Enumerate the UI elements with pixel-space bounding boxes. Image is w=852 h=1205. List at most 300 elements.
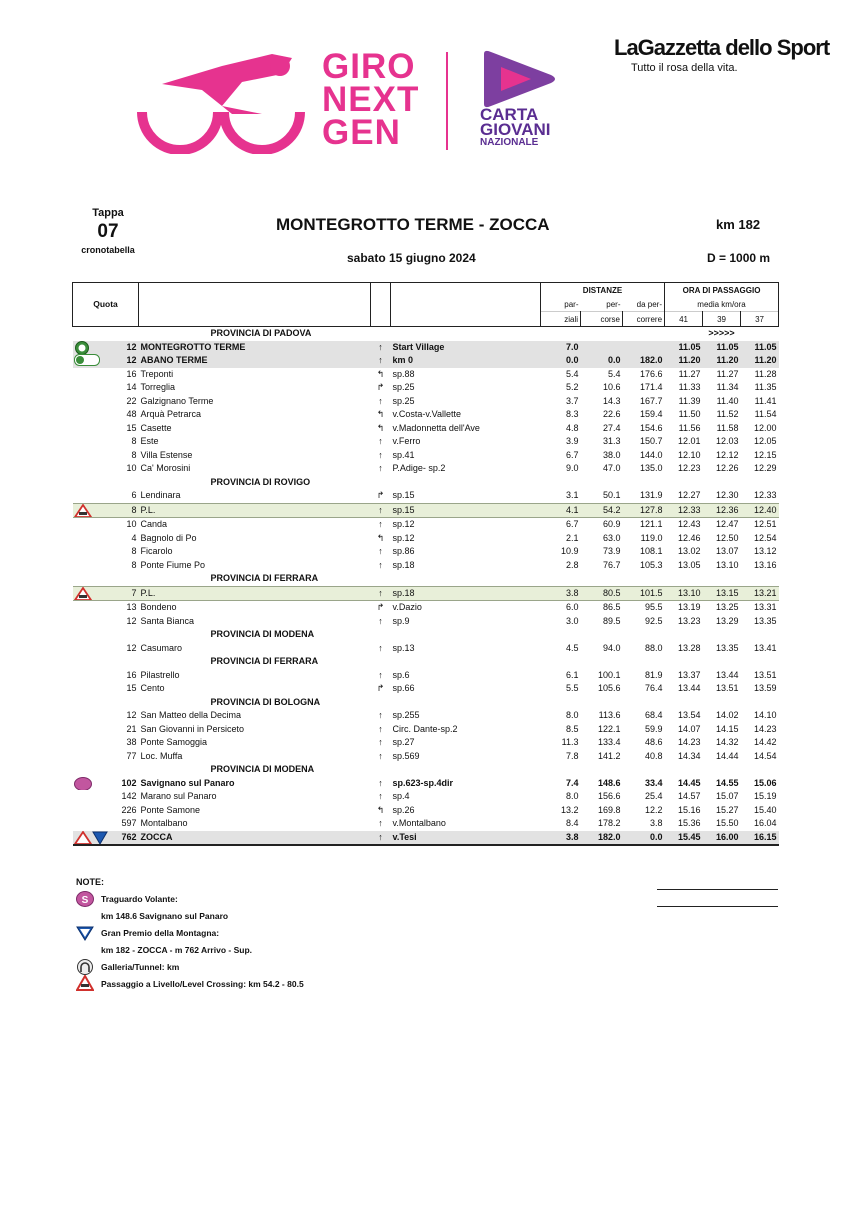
time-37-cell: 11.54 (754, 409, 777, 420)
road-cell: P.Adige- sp.2 (392, 463, 446, 474)
time-39-cell: 13.29 (715, 615, 739, 626)
time-arrow-marker (665, 572, 779, 586)
time-39-cell: 13.07 (715, 546, 739, 557)
quota-cell: 15 (126, 422, 137, 433)
remaining-distance-cell: 88.0 (644, 642, 663, 653)
start-icon (74, 341, 90, 355)
location-cell: Bagnolo di Po (140, 532, 197, 543)
time-arrow-marker (665, 696, 779, 710)
header-per-2: corse (581, 312, 623, 327)
table-row (73, 642, 779, 656)
remaining-distance-cell: 59.9 (644, 723, 663, 734)
sprint-icon (76, 891, 94, 907)
time-41-cell: 13.05 (677, 559, 701, 570)
partial-distance-cell: 3.9 (565, 436, 579, 447)
location-cell: San Matteo della Decima (140, 710, 242, 721)
province-name: PROVINCIA DI FERRARA (210, 656, 319, 667)
partial-distance-cell: 2.1 (565, 532, 579, 543)
covered-distance-cell: 10.6 (602, 382, 621, 393)
covered-distance-cell: 50.1 (602, 490, 621, 501)
time-37-cell: 14.10 (754, 710, 777, 721)
direction-cell: ↱ (376, 683, 385, 694)
level-crossing-icon (74, 587, 92, 601)
time-39-cell: 12.03 (715, 436, 739, 447)
road-cell: v.Montalbano (392, 818, 446, 829)
time-41-cell: 12.46 (677, 532, 701, 543)
direction-cell: ↑ (371, 341, 391, 355)
covered-distance-cell: 73.9 (602, 546, 621, 557)
remaining-distance-cell: 76.4 (644, 683, 663, 694)
partial-distance-cell: 6.7 (565, 519, 579, 530)
time-41-cell: 14.45 (677, 777, 701, 788)
table-row (73, 518, 779, 532)
quota-cell: 102 (73, 777, 139, 791)
table-row (73, 709, 779, 723)
time-37-cell: 11.20 (741, 354, 779, 368)
covered-distance-cell: 86.5 (602, 602, 621, 613)
time-37-cell: 11.28 (754, 368, 777, 379)
table-row (73, 435, 779, 449)
time-41-cell: 12.27 (677, 490, 701, 501)
time-41-cell: 12.33 (665, 503, 703, 518)
quota-cell: 8 (131, 449, 137, 460)
quota-cell: 16 (126, 669, 137, 680)
time-39-cell: 13.15 (703, 586, 741, 601)
time-41-cell: 15.36 (677, 818, 701, 829)
quota-cell: 15 (126, 683, 137, 694)
quota-cell: 8 (131, 546, 137, 557)
time-41-cell: 11.27 (678, 368, 701, 379)
quota-cell: 48 (126, 409, 137, 420)
partial-distance-cell: 5.5 (565, 683, 579, 694)
remaining-distance-cell: 108.1 (639, 546, 663, 557)
partial-distance-cell: 8.0 (565, 710, 579, 721)
quota-cell: 597 (121, 818, 137, 829)
covered-distance-cell: 100.1 (597, 669, 621, 680)
giro-line-3: GEN (322, 113, 401, 152)
time-41-cell: 13.44 (677, 683, 701, 694)
direction-cell: ↑ (378, 395, 383, 406)
time-39-cell: 14.55 (715, 777, 739, 788)
table-row (73, 601, 779, 615)
partial-distance-cell: 2.8 (565, 559, 579, 570)
giro-bike-logo-icon (122, 44, 322, 154)
quota-cell: 12 (126, 642, 137, 653)
header-da-2: correre (623, 312, 665, 327)
remaining-distance-cell (623, 341, 665, 355)
quota-cell: 8 (73, 503, 139, 518)
note-tv-label: Traguardo Volante: (101, 894, 178, 904)
time-41-cell: 13.10 (665, 586, 703, 601)
time-39-cell: 11.34 (716, 382, 739, 393)
covered-distance-cell: 156.6 (597, 791, 621, 802)
covered-distance-cell: 178.2 (597, 818, 621, 829)
direction-cell: ↑ (378, 546, 383, 557)
covered-distance-cell: 105.6 (597, 683, 621, 694)
partial-distance-cell: 8.5 (565, 723, 579, 734)
time-41-cell: 14.07 (677, 723, 701, 734)
table-row (73, 559, 779, 573)
table-row (73, 831, 779, 846)
time-37-cell: 13.59 (754, 683, 777, 694)
direction-cell: ↑ (371, 354, 391, 368)
stage-date: sabato 15 giugno 2024 (347, 251, 476, 265)
time-39-cell: 12.50 (715, 532, 739, 543)
time-41-cell: 11.05 (665, 341, 703, 355)
table-row (73, 723, 779, 737)
time-41-cell: 11.56 (678, 422, 701, 433)
location-cell: Canda (140, 519, 168, 530)
covered-distance-cell: 5.4 (607, 368, 621, 379)
stage-label: Tappa (92, 207, 124, 219)
road-cell: sp.12 (392, 519, 415, 530)
location-cell: Ficarolo (140, 546, 173, 557)
time-39-cell: 13.10 (715, 559, 739, 570)
direction-cell: ↑ (378, 463, 383, 474)
location-cell: Cento (140, 683, 165, 694)
time-39-cell: 11.52 (716, 409, 739, 420)
location-cell: San Giovanni in Persiceto (140, 723, 245, 734)
time-37-cell: 11.41 (754, 395, 777, 406)
remaining-distance-cell: 131.9 (639, 490, 663, 501)
time-41-cell: 12.10 (677, 449, 701, 460)
direction-cell: ↑ (371, 503, 391, 518)
time-37-cell: 13.21 (741, 586, 779, 601)
covered-distance-cell: 80.5 (581, 586, 623, 601)
partial-distance-cell: 3.8 (541, 586, 581, 601)
time-41-cell: 13.37 (677, 669, 701, 680)
time-39-cell: 12.47 (715, 519, 739, 530)
location-cell: Galzignano Terme (140, 395, 214, 406)
partial-distance-cell: 4.5 (565, 642, 579, 653)
table-row (73, 408, 779, 422)
covered-distance-cell: 182.0 (581, 831, 623, 846)
direction-cell: ↱ (376, 382, 385, 393)
time-41-cell: 14.34 (677, 750, 701, 761)
table-row (73, 422, 779, 436)
time-37-cell: 12.51 (754, 519, 777, 530)
remaining-distance-cell: 95.5 (644, 602, 663, 613)
table-row (73, 817, 779, 831)
province-row (73, 696, 779, 710)
road-cell: v.Dazio (392, 602, 422, 613)
note-tunnel: Galleria/Tunnel: km (101, 962, 180, 972)
partial-distance-cell: 10.9 (560, 546, 579, 557)
location-cell: Ponte Samoggia (140, 737, 208, 748)
table-row (73, 586, 779, 601)
stage-km: km 182 (716, 217, 761, 232)
level-crossing-icon (74, 504, 92, 518)
road-cell: Circ. Dante-sp.2 (392, 723, 458, 734)
carta-line-3: NAZIONALE (480, 137, 539, 148)
header-media: media km/ora (665, 297, 779, 312)
time-arrow-marker (665, 628, 779, 642)
svg-text:S: S (81, 895, 89, 906)
covered-distance-cell: 148.6 (597, 777, 621, 788)
time-39-cell: 15.07 (715, 791, 739, 802)
timetable-body (73, 327, 779, 846)
level-crossing-icon (76, 975, 94, 991)
km0-icon (74, 354, 100, 366)
covered-distance-cell: 141.2 (597, 750, 621, 761)
partial-distance-cell: 9.0 (565, 463, 579, 474)
remaining-distance-cell: 101.5 (623, 586, 665, 601)
location-cell: Casumaro (140, 642, 183, 653)
stage-distance: D = 1000 m (707, 251, 771, 265)
time-41-cell: 12.23 (677, 463, 701, 474)
table-row (73, 449, 779, 463)
road-cell: sp.18 (391, 586, 541, 601)
location-cell: Este (140, 436, 159, 447)
tunnel-icon (77, 959, 93, 975)
remaining-distance-cell: 159.4 (639, 409, 663, 420)
road-cell: v.Tesi (391, 831, 541, 846)
direction-cell: ↰ (376, 804, 385, 815)
time-39-cell: 11.05 (703, 341, 741, 355)
time-39-cell: 11.40 (716, 395, 739, 406)
table-row (73, 462, 779, 476)
road-cell: sp.66 (392, 683, 415, 694)
time-41-cell: 13.19 (677, 602, 701, 613)
carta-giovani-play-icon (479, 49, 559, 109)
quota-cell: 12 (73, 354, 139, 368)
road-cell: sp.41 (392, 449, 415, 460)
covered-distance-cell: 122.1 (597, 723, 621, 734)
carta-line-2: GIOVANI (480, 120, 551, 139)
remaining-distance-cell: 154.6 (639, 422, 663, 433)
remaining-distance-cell: 150.7 (639, 436, 663, 447)
stage-number: 07 (97, 221, 119, 242)
remaining-distance-cell: 135.0 (639, 463, 663, 474)
remaining-distance-cell: 3.8 (650, 818, 663, 829)
partial-distance-cell: 7.0 (541, 341, 581, 355)
partial-distance-cell: 3.0 (565, 615, 579, 626)
partial-distance-cell: 13.2 (560, 804, 579, 815)
remaining-distance-cell: 81.9 (644, 669, 663, 680)
direction-cell: ↰ (376, 368, 385, 379)
location-cell: ZOCCA (139, 831, 371, 846)
covered-distance-cell: 0.0 (581, 354, 623, 368)
mountain-icon (76, 925, 94, 941)
time-39-cell: 15.50 (715, 818, 739, 829)
location-cell: Bondeno (140, 602, 177, 613)
table-row (73, 368, 779, 382)
time-37-cell: 14.54 (754, 750, 777, 761)
giro-line-2: NEXT (322, 80, 420, 119)
quota-cell: 8 (131, 559, 137, 570)
location-cell: Pilastrello (140, 669, 180, 680)
time-37-cell: 15.19 (754, 791, 777, 802)
road-cell: sp.18 (392, 559, 415, 570)
carta-giovani-logo (480, 107, 551, 149)
quota-cell: 10 (126, 519, 137, 530)
road-cell: sp.569 (392, 750, 420, 761)
partial-distance-cell: 6.7 (565, 449, 579, 460)
direction-cell: ↑ (378, 818, 383, 829)
province-row (73, 655, 779, 669)
time-39-cell: 12.12 (715, 449, 739, 460)
direction-cell: ↑ (378, 723, 383, 734)
road-cell: sp.255 (392, 710, 420, 721)
location-cell: Savignano sul Panaro (140, 777, 235, 788)
time-arrow-marker (665, 763, 779, 777)
covered-distance-cell: 47.0 (602, 463, 621, 474)
remaining-distance-cell: 33.4 (644, 777, 663, 788)
province-name: PROVINCIA DI FERRARA (210, 573, 319, 584)
time-39-cell: 14.32 (715, 737, 739, 748)
quota-cell: 142 (121, 791, 137, 802)
time-41-cell: 12.01 (677, 436, 701, 447)
header-par-1: par- (541, 297, 581, 312)
table-row (73, 777, 779, 791)
province-row (73, 763, 779, 777)
partial-distance-cell: 5.2 (565, 382, 579, 393)
quota-cell: 14 (126, 382, 137, 393)
quota-cell: 16 (126, 368, 137, 379)
table-row (73, 503, 779, 518)
covered-distance-cell: 89.5 (602, 615, 621, 626)
time-37-cell: 14.23 (754, 723, 777, 734)
quota-cell: 38 (126, 737, 137, 748)
covered-distance-cell (581, 341, 623, 355)
time-39-cell: 13.25 (715, 602, 739, 613)
road-cell: sp.9 (392, 615, 410, 626)
covered-distance-cell: 31.3 (602, 436, 621, 447)
gazzetta-logo: LaGazzetta dello Sport (614, 35, 830, 60)
direction-cell: ↰ (376, 409, 385, 420)
road-cell: sp.25 (392, 382, 415, 393)
time-37-cell: 12.00 (754, 422, 777, 433)
location-cell: MONTEGROTTO TERME (139, 341, 371, 355)
remaining-distance-cell: 92.5 (644, 615, 663, 626)
notes-line-2 (657, 906, 778, 907)
location-cell: Arquà Petrarca (140, 409, 202, 420)
quota-cell: 226 (121, 804, 137, 815)
location-cell: P.L. (139, 503, 371, 518)
province-name: PROVINCIA DI MODENA (210, 764, 315, 775)
header-da-1: da per- (623, 297, 665, 312)
time-41-cell: 11.20 (665, 354, 703, 368)
partial-distance-cell: 11.3 (561, 737, 579, 748)
remaining-distance-cell: 171.4 (639, 382, 663, 393)
province-row (73, 476, 779, 490)
covered-distance-cell: 38.0 (602, 449, 621, 460)
header-speed-41: 41 (665, 312, 703, 327)
note-gpm-label: Gran Premio della Montagna: (101, 928, 220, 938)
time-37-cell: 14.42 (754, 737, 777, 748)
remaining-distance-cell: 144.0 (639, 449, 663, 460)
location-cell: Lendinara (140, 490, 181, 501)
direction-cell: ↑ (378, 669, 383, 680)
direction-cell: ↑ (378, 615, 383, 626)
time-37-cell: 16.15 (741, 831, 779, 846)
province-name: PROVINCIA DI PADOVA (210, 328, 312, 339)
time-39-cell: 13.35 (715, 642, 739, 653)
road-cell: v.Madonnetta dell'Ave (392, 422, 480, 433)
time-37-cell: 15.40 (754, 804, 777, 815)
table-row (73, 804, 779, 818)
direction-cell: ↑ (378, 791, 383, 802)
direction-cell: ↰ (376, 532, 385, 543)
partial-distance-cell: 0.0 (541, 354, 581, 368)
giro-next-gen-logo (322, 47, 420, 152)
direction-cell: ↑ (378, 519, 383, 530)
partial-distance-cell: 5.4 (565, 368, 579, 379)
header-speed-39: 39 (703, 312, 741, 327)
note-tv-detail: km 148.6 Savignano sul Panaro (101, 911, 229, 921)
table-row (73, 532, 779, 546)
direction-cell: ↑ (378, 750, 383, 761)
quota-cell: 7 (73, 586, 139, 601)
header-speed-37: 37 (741, 312, 779, 327)
covered-distance-cell: 60.9 (602, 519, 621, 530)
covered-distance-cell: 113.6 (598, 710, 621, 721)
time-41-cell: 13.23 (677, 615, 701, 626)
time-37-cell: 13.35 (754, 615, 777, 626)
road-cell: sp.27 (392, 737, 415, 748)
time-41-cell: 11.39 (678, 395, 701, 406)
time-39-cell: 14.15 (715, 723, 739, 734)
location-cell: Santa Bianca (140, 615, 195, 626)
partial-distance-cell: 3.1 (565, 490, 579, 501)
partial-distance-cell: 7.8 (565, 750, 579, 761)
time-37-cell: 12.33 (754, 490, 777, 501)
time-39-cell: 16.00 (703, 831, 741, 846)
road-cell: sp.4 (392, 791, 410, 802)
logo-divider (446, 52, 448, 150)
direction-cell: ↑ (378, 777, 383, 788)
time-37-cell: 13.16 (754, 559, 777, 570)
covered-distance-cell: 94.0 (602, 642, 621, 653)
table-row (73, 545, 779, 559)
time-39-cell: 15.27 (715, 804, 739, 815)
direction-cell: ↰ (376, 422, 385, 433)
sprint-icon (74, 777, 92, 791)
time-41-cell: 15.16 (677, 804, 701, 815)
road-cell: sp.26 (392, 804, 415, 815)
covered-distance-cell: 169.8 (597, 804, 621, 815)
notes-title: NOTE: (76, 877, 104, 887)
direction-cell: ↑ (378, 737, 383, 748)
remaining-distance-cell: 40.8 (644, 750, 663, 761)
time-37-cell: 16.04 (754, 818, 777, 829)
direction-cell: ↑ (371, 831, 391, 846)
road-cell: sp.88 (392, 368, 415, 379)
direction-cell: ↑ (378, 436, 383, 447)
partial-distance-cell: 8.0 (565, 791, 579, 802)
remaining-distance-cell: 12.2 (644, 804, 663, 815)
partial-distance-cell: 3.8 (541, 831, 581, 846)
note-crossing: Passaggio a Livello/Level Crossing: km 54.2 - 80.5 (101, 979, 304, 989)
time-39-cell: 12.36 (703, 503, 741, 518)
time-41-cell: 13.28 (677, 642, 701, 653)
time-37-cell: 13.41 (754, 642, 777, 653)
time-39-cell: 14.44 (715, 750, 739, 761)
partial-distance-cell: 6.0 (565, 602, 579, 613)
remaining-distance-cell: 25.4 (644, 791, 663, 802)
quota-cell: 12 (126, 710, 137, 721)
quota-cell: 22 (126, 395, 137, 406)
covered-distance-cell: 76.7 (602, 559, 621, 570)
stage-label-block (80, 207, 136, 255)
remaining-distance-cell: 127.8 (623, 503, 665, 518)
time-41-cell: 13.02 (677, 546, 701, 557)
road-cell: sp.15 (392, 490, 415, 501)
location-cell: Marano sul Panaro (140, 791, 217, 802)
stage-type: cronotabella (81, 245, 135, 255)
partial-distance-cell: 8.3 (565, 409, 579, 420)
quota-cell: 4 (131, 532, 137, 543)
